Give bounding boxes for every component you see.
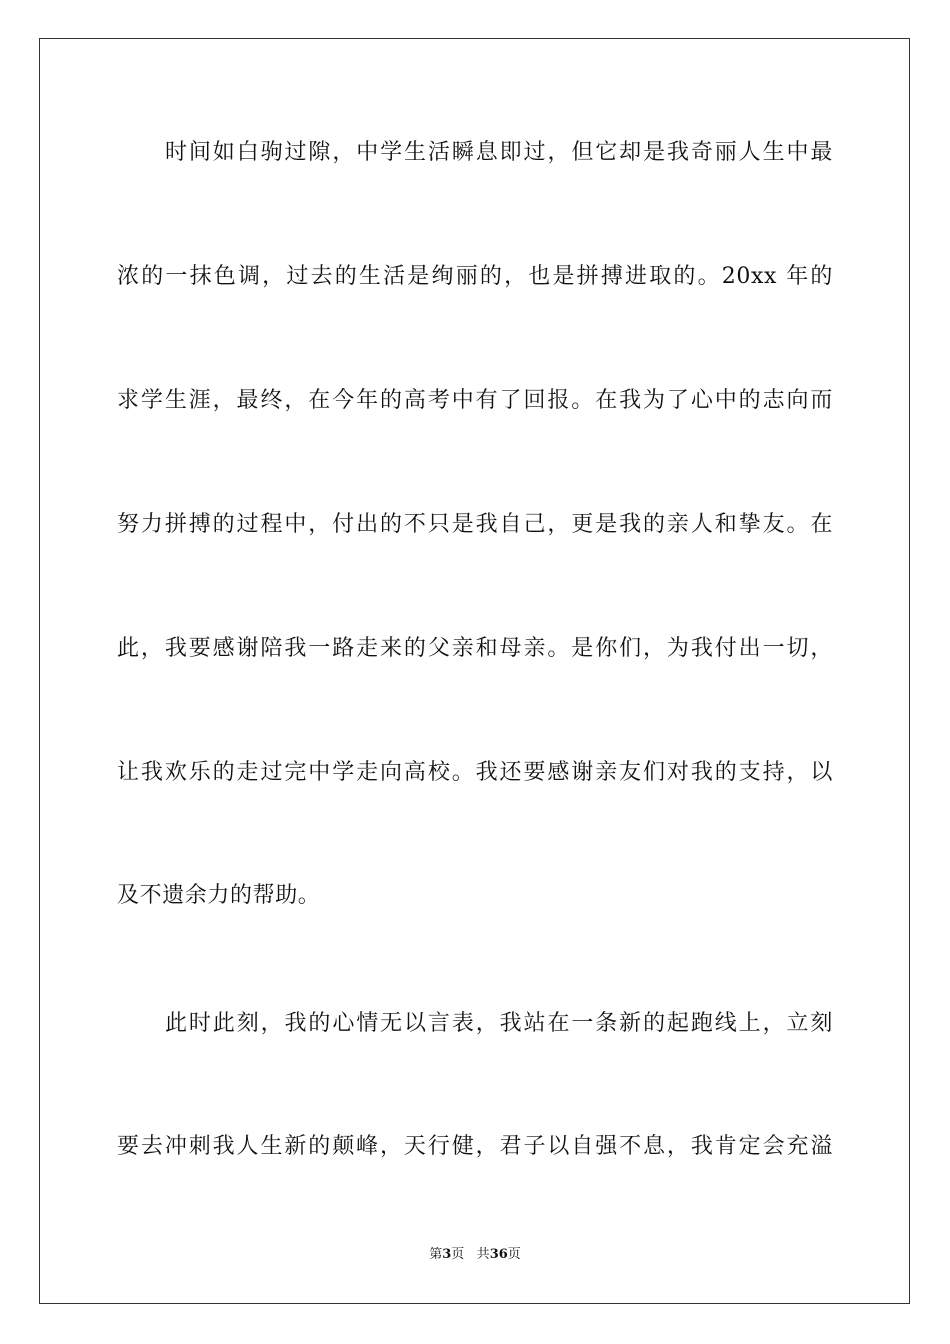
page-number: 3 bbox=[442, 1247, 452, 1262]
paragraph-line-4: 努力拼搏的过程中，付出的不只是我自己，更是我的亲人和挚友。在 bbox=[117, 512, 833, 537]
total-suffix: 页 bbox=[507, 1247, 521, 1262]
total-pages: 36 bbox=[489, 1247, 508, 1262]
paragraph-line-6: 让我欢乐的走过完中学走向高校。我还要感谢亲友们对我的支持，以 bbox=[117, 760, 833, 785]
total-prefix: 共 bbox=[476, 1247, 490, 1262]
paragraph-line-9: 要去冲刺我人生新的颠峰，天行健，君子以自强不息，我肯定会充溢 bbox=[117, 1134, 833, 1159]
paragraph-line-5: 此，我要感谢陪我一路走来的父亲和母亲。是你们，为我付出一切， bbox=[117, 636, 833, 661]
page-prefix: 第 bbox=[429, 1247, 443, 1262]
page-suffix: 页 bbox=[451, 1247, 465, 1262]
paragraph-line-2: 浓的一抹色调，过去的生活是绚丽的，也是拼搏进取的。20xx 年的 bbox=[117, 264, 833, 289]
paragraph-line-7: 及不遗余力的帮助。 bbox=[117, 883, 321, 908]
page-footer bbox=[0, 1246, 950, 1264]
paragraph-line-1: 时间如白驹过隙，中学生活瞬息即过，但它却是我奇丽人生中最 bbox=[165, 140, 833, 165]
page-border bbox=[39, 38, 910, 1304]
paragraph-line-8: 此时此刻，我的心情无以言表，我站在一条新的起跑线上，立刻 bbox=[165, 1011, 833, 1036]
paragraph-line-3: 求学生涯，最终，在今年的高考中有了回报。在我为了心中的志向而 bbox=[117, 388, 833, 413]
